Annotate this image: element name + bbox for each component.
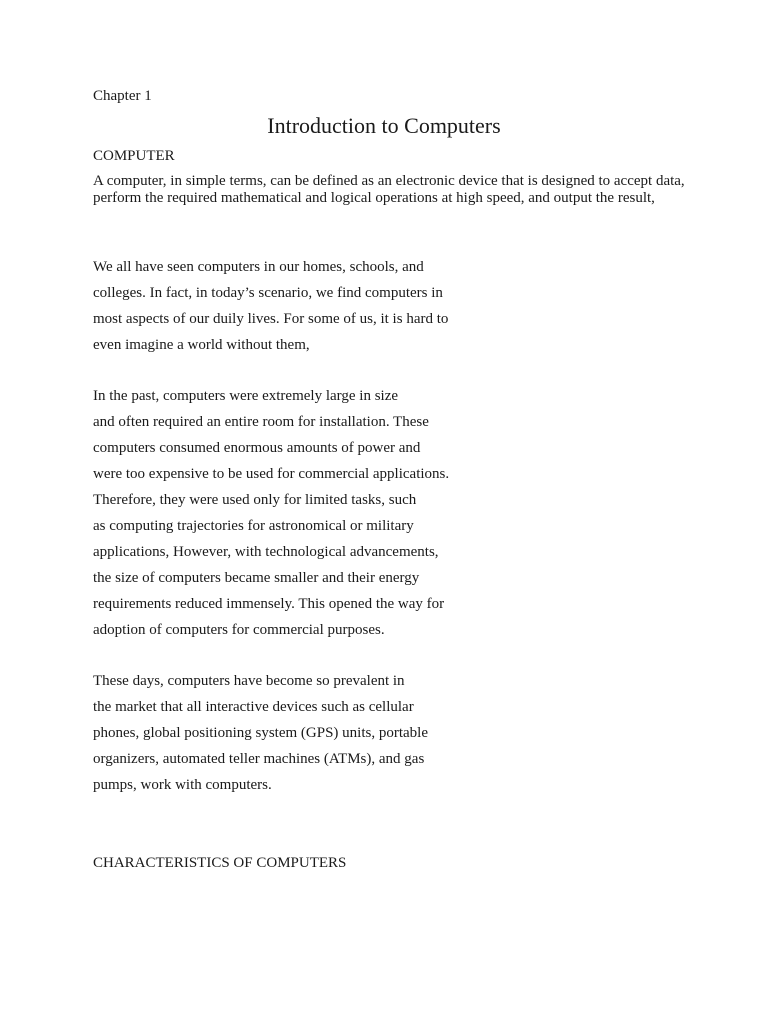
paragraph-everyday-computers: [93, 254, 448, 358]
paragraph-line: most aspects of our duily lives. For some of us, it is hard to: [93, 311, 449, 327]
paragraph-line: In the past, computers were extremely large in size: [93, 388, 399, 404]
paragraph-line: the market that all interactive devices such as cellular: [93, 699, 414, 715]
paragraph-line: colleges. In fact, in today’s scenario, we find computers in: [93, 285, 443, 301]
paragraph-line: adoption of computers for commercial purposes.: [93, 622, 385, 638]
paragraph-line: These days, computers have become so prevalent in: [93, 673, 405, 689]
paragraph-line: Therefore, they were used only for limited tasks, such: [93, 492, 417, 508]
paragraph-line: organizers, automated teller machines (ATMs), and gas: [93, 751, 425, 767]
paragraph-line: phones, global positioning system (GPS) units, portable: [93, 725, 428, 741]
paragraph-line: as computing trajectories for astronomical or military: [93, 518, 414, 534]
paragraph-line: were too expensive to be used for commercial applications.: [93, 466, 450, 482]
paragraph-line: requirements reduced immensely. This opened the way for: [93, 596, 445, 612]
page-title: Introduction to Computers: [267, 113, 501, 138]
paragraph-line: the size of computers became smaller and their energy: [93, 570, 420, 586]
paragraph-prevalence: [93, 668, 428, 798]
paragraph-line: We all have seen computers in our homes, schools, and: [93, 259, 424, 275]
section-heading-characteristics: CHARACTERISTICS OF COMPUTERS: [93, 855, 347, 871]
paragraph-line: even imagine a world without them,: [93, 337, 310, 353]
chapter-label: Chapter 1: [93, 88, 152, 104]
paragraph-line: and often required an entire room for installation. These: [93, 414, 429, 430]
paragraph-line: applications, However, with technological advancements,: [93, 544, 439, 560]
intro-paragraph: A computer, in simple terms, can be defined as an electronic device that is designed to accept data, perform the required mathematical and logical operations at high speed, and output the result,: [93, 173, 685, 206]
section-heading-computer: COMPUTER: [93, 148, 175, 164]
paragraph-line: pumps, work with computers.: [93, 777, 272, 793]
paragraph-history: [93, 383, 449, 643]
paragraph-line: computers consumed enormous amounts of power and: [93, 440, 421, 456]
